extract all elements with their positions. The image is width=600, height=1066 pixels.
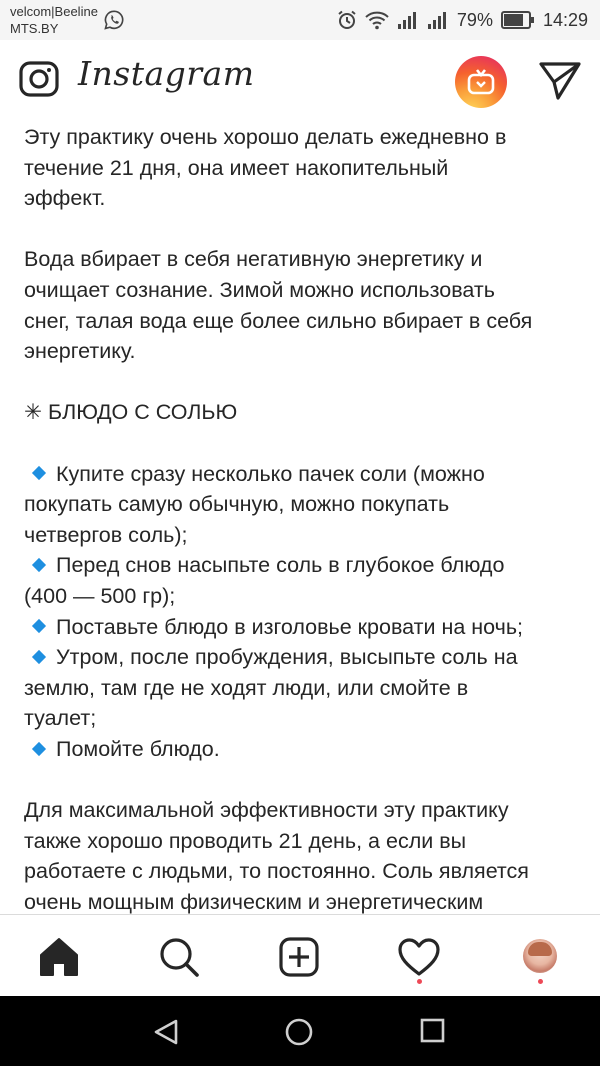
text-line: (400 — 500 гр); (24, 583, 176, 608)
home-circle-icon[interactable] (284, 1018, 314, 1048)
list-item (24, 459, 584, 490)
text-line: Для максимальной эффективности эту практику (24, 798, 509, 823)
post-caption (24, 122, 584, 914)
clock: 14:29 (542, 9, 588, 30)
text-line: течение 21 дня, она имеет накопительный (24, 155, 449, 180)
paragraph-2 (24, 244, 584, 366)
text-line: очищает сознание. Зимой можно использовать (24, 277, 495, 302)
back-icon[interactable] (150, 1018, 182, 1046)
text-line: Эту практику очень хорошо делать ежедневно в (24, 125, 507, 149)
text-line: снег, талая вода еще более сильно вбирает в себя (24, 308, 533, 333)
blue-diamond-icon (32, 466, 46, 480)
blue-diamond-icon (32, 619, 46, 633)
blue-diamond-icon (32, 742, 46, 756)
text-line: покупать самую обычную, можно покупать (24, 492, 450, 517)
home-icon[interactable] (37, 935, 81, 979)
bullet-list (24, 459, 584, 765)
status-bar (0, 0, 600, 40)
android-nav-bar (0, 996, 600, 1066)
carrier-line-2: MTS.BY (10, 21, 59, 36)
signal-icon (397, 10, 419, 30)
text-line: энергетику. (24, 339, 136, 364)
carrier-line-1: velcom|Beeline (10, 4, 98, 19)
list-item-text: Поставьте блюдо в изголовье кровати на ночь; (56, 614, 523, 639)
list-item-text: Перед снов насыпьте соль в глубокое блюдо (56, 553, 505, 578)
profile-avatar[interactable] (523, 939, 557, 973)
activity-heart-icon[interactable] (397, 935, 441, 979)
whatsapp-icon (103, 9, 125, 31)
text-line: эффект. (24, 186, 106, 211)
carrier-label (10, 3, 98, 37)
section-title-text: ✳ БЛЮДО С СОЛЬЮ (24, 400, 238, 425)
list-item-text: Утром, после пробуждения, высыпьте соль на (56, 645, 518, 670)
text-line: туалет; (24, 706, 97, 731)
instagram-logo: Instagram (78, 54, 255, 93)
list-item-text: Помойте блюдо. (56, 736, 220, 761)
battery-icon (501, 11, 535, 29)
text-line: также хорошо проводить 21 день, а если вы (24, 828, 467, 853)
new-post-icon[interactable] (277, 935, 321, 979)
list-item-text: Купите сразу несколько пачек соли (можно (56, 461, 485, 486)
battery-percent: 79% (456, 9, 493, 30)
recents-icon[interactable] (420, 1018, 446, 1044)
text-line: очень мощным физическим и энергетическим (24, 889, 484, 914)
notification-dot (538, 979, 543, 984)
blue-diamond-icon (32, 650, 46, 664)
wifi-icon (365, 10, 389, 30)
signal-icon (427, 10, 449, 30)
search-icon[interactable] (157, 935, 201, 979)
text-line: работаете с людьми, то постоянно. Соль является (24, 859, 529, 884)
list-item (24, 550, 584, 581)
paragraph-1 (24, 122, 584, 214)
text-line: землю, там где не ходят люди, или смойте в (24, 675, 469, 700)
list-item (24, 642, 584, 673)
camera-icon[interactable] (18, 58, 60, 100)
bottom-nav (0, 914, 600, 996)
blue-diamond-icon (32, 558, 46, 572)
notification-dot (417, 979, 422, 984)
section-title (24, 397, 584, 428)
status-icons (337, 8, 588, 32)
list-item (24, 734, 584, 765)
paragraph-3 (24, 795, 584, 914)
direct-message-icon[interactable] (538, 60, 582, 100)
alarm-icon (337, 10, 357, 30)
list-item (24, 612, 584, 643)
text-line: Вода вбирает в себя негативную энергетику и (24, 247, 483, 272)
igtv-icon[interactable] (455, 56, 507, 108)
text-line: четвергов соль); (24, 522, 188, 547)
app-header (0, 40, 600, 122)
